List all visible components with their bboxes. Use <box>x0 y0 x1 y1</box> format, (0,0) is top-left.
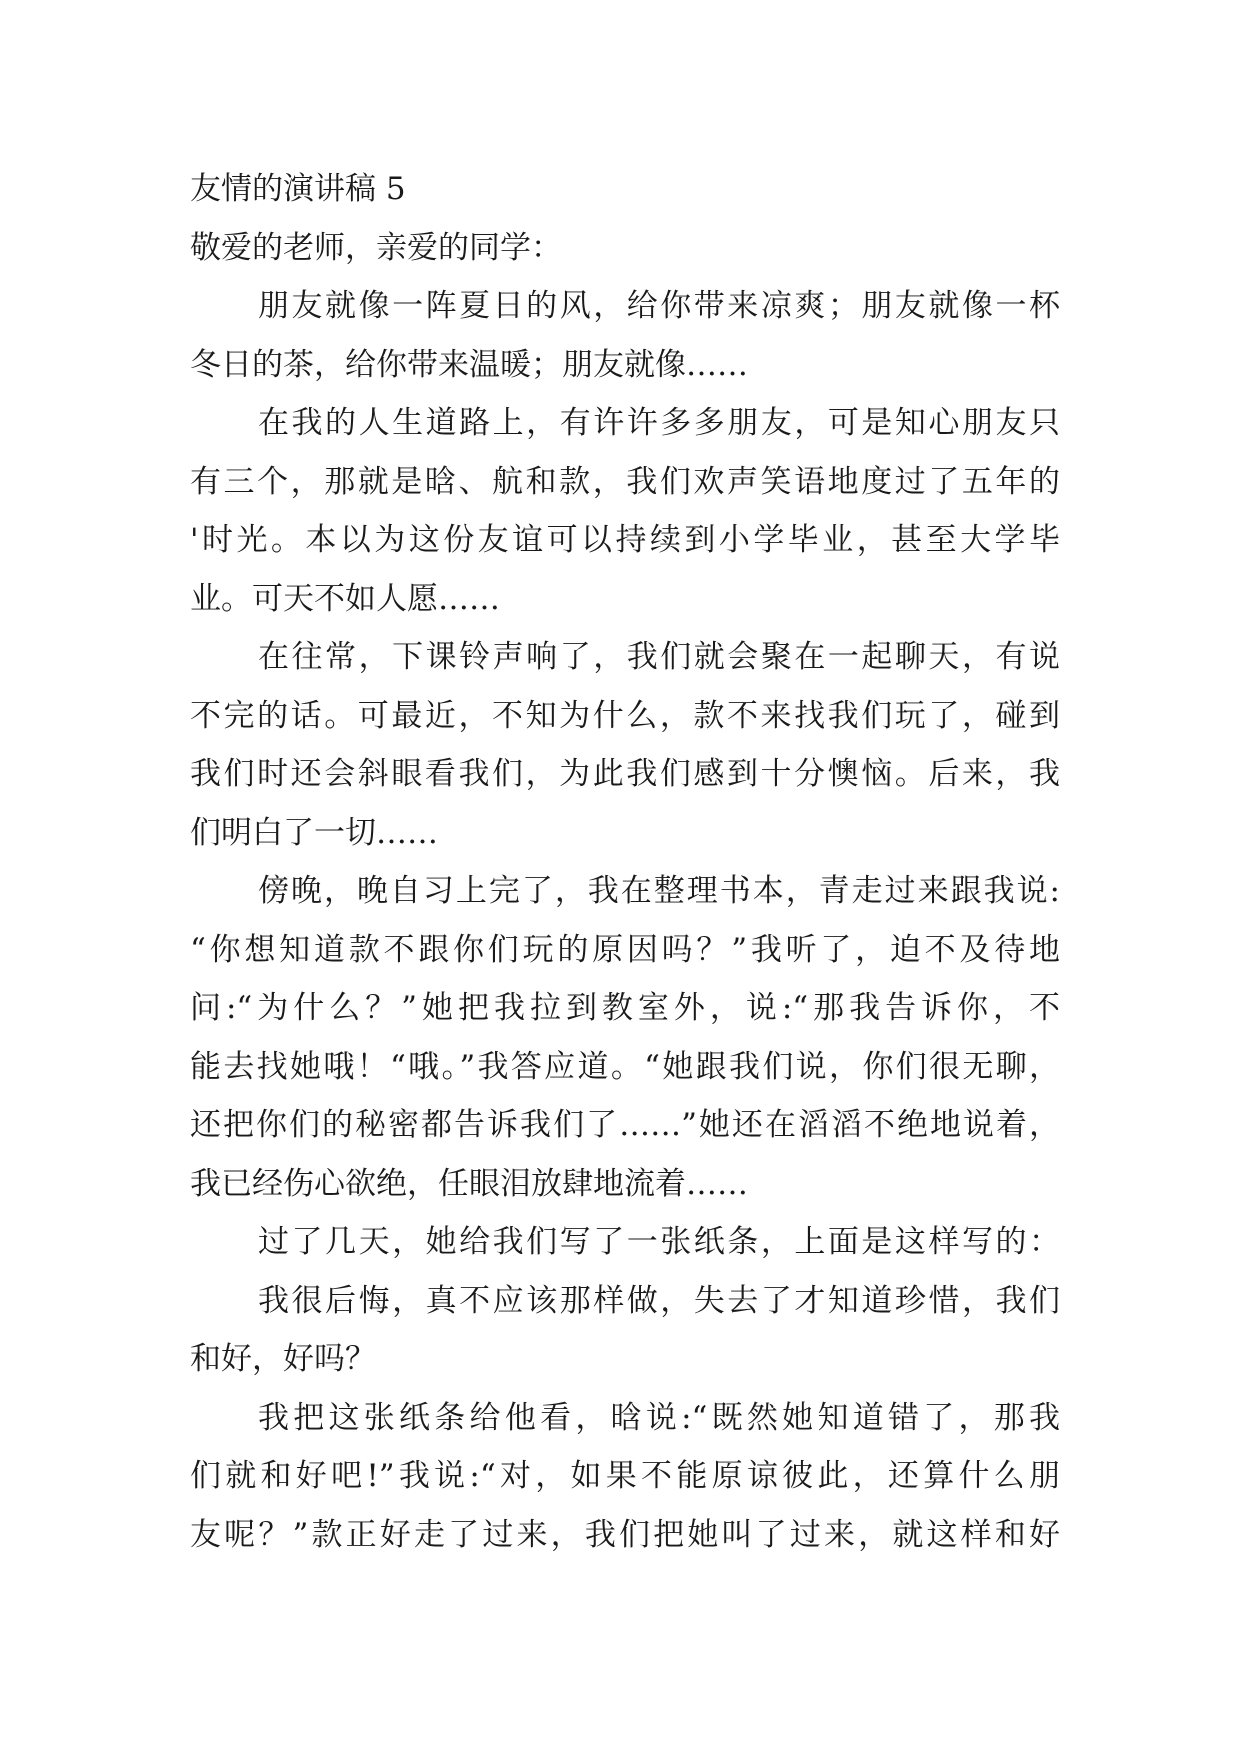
text-line: 们明白了一切…… <box>190 814 438 851</box>
text-line: 我已经伤心欲绝，任眼泪放肆地流着…… <box>190 1165 748 1202</box>
text-line: 还把你们的秘密都告诉我们了……”她还在滔滔不绝地说着， <box>190 1107 1060 1143</box>
text-line: 我把这张纸条给他看，晗说:“既然她知道错了，那我 <box>258 1399 1060 1436</box>
text-line: 我很后悔，真不应该那样做，失去了才知道珍惜，我们 <box>258 1282 1060 1319</box>
text-line: 我们时还会斜眼看我们，为此我们感到十分懊恼。后来，我 <box>190 756 1060 792</box>
greeting: 敬爱的老师，亲爱的同学： <box>190 229 562 266</box>
text-line: 能去找她哦！“哦。”我答应道。“她跟我们说，你们很无聊， <box>190 1048 1060 1085</box>
text-line: '时光。本以为这份友谊可以持续到小学毕业，甚至大学毕 <box>190 522 1060 558</box>
text-line: 有三个，那就是晗、航和款，我们欢声笑语地度过了五年的 <box>190 463 1060 500</box>
document-page <box>190 160 1060 1564</box>
text-line: 不完的话。可最近，不知为什么，款不来找我们玩了，碰到 <box>190 697 1060 734</box>
text-line: 问:“为什么？”她把我拉到教室外，说:“那我告诉你，不 <box>190 990 1060 1026</box>
text-line: 冬日的茶，给你带来温暖；朋友就像…… <box>190 346 748 383</box>
text-line: 过了几天，她给我们写了一张纸条，上面是这样写的： <box>258 1224 1060 1260</box>
document-body <box>190 277 1060 1564</box>
text-line: 友呢？”款正好走了过来，我们把她叫了过来，就这样和好 <box>190 1516 1060 1553</box>
text-line: 朋友就像一阵夏日的风，给你带来凉爽；朋友就像一杯 <box>258 288 1060 324</box>
text-line: 和好，好吗？ <box>190 1341 376 1377</box>
text-line: “你想知道款不跟你们玩的原因吗？”我听了，迫不及待地 <box>190 931 1060 968</box>
document-title: 友情的演讲稿 5 <box>190 171 406 207</box>
text-line: 傍晚，晚自习上完了，我在整理书本，青走过来跟我说: <box>258 873 1060 909</box>
text-line: 业。可天不如人愿…… <box>190 580 500 617</box>
text-line: 们就和好吧!”我说:“对，如果不能原谅彼此，还算什么朋 <box>190 1458 1060 1494</box>
text-line: 在我的人生道路上，有许许多多朋友，可是知心朋友只 <box>258 405 1060 441</box>
text-line: 在往常，下课铃声响了，我们就会聚在一起聊天，有说 <box>258 639 1060 675</box>
